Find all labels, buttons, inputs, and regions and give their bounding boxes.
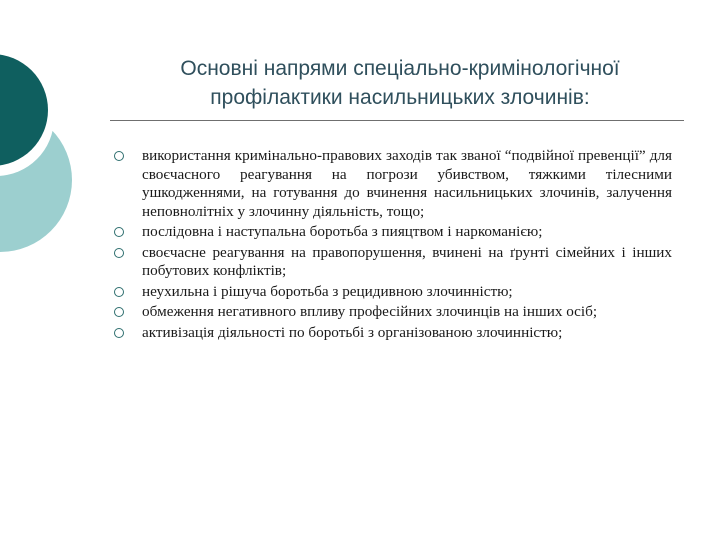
bullet-list (112, 147, 672, 344)
list-item (112, 147, 672, 221)
circle-bullet-icon (114, 248, 124, 258)
list-item-text: використання кримінально-правових заходів так званої “подвійної превенції” для своєчасного реагування на погрози убивством, тяжкими тілесними ушкодженнями, на готування до вчинення насильницьких злочинів, залучення неповнолітніх у злочинну діяльність, тощо; (142, 147, 672, 220)
title-divider (110, 120, 684, 121)
list-item-text: неухильна і рішуча боротьба з рецидивною злочинністю; (142, 282, 513, 300)
list-item (112, 223, 672, 242)
page-title (130, 54, 670, 112)
list-item (112, 283, 672, 302)
list-item (112, 244, 672, 281)
circle-bullet-icon (114, 227, 124, 237)
title-line-2: профілактики насильницьких злочинів: (210, 86, 590, 109)
list-item-text: послідовна і наступальна боротьба з пияцтвом і наркоманією; (142, 223, 543, 240)
list-item-text: активізація діяльності по боротьбі з організованою злочинністю; (142, 323, 563, 341)
list-item (112, 303, 672, 322)
title-line-1: Основні напрями спеціально-кримінологічної (180, 57, 620, 80)
circle-bullet-icon (114, 307, 124, 317)
list-item (112, 324, 672, 343)
list-item-text: обмеження негативного впливу професійних злочинців на інших осіб; (142, 303, 598, 320)
decorative-circles (0, 0, 120, 300)
circle-bullet-icon (114, 287, 124, 297)
list-item-text: своєчасне реагування на правопорушення, вчинені на ґрунті сімейних і інших побутових конфліктів; (142, 243, 672, 279)
circle-bullet-icon (114, 328, 124, 338)
circle-bullet-icon (114, 151, 124, 161)
